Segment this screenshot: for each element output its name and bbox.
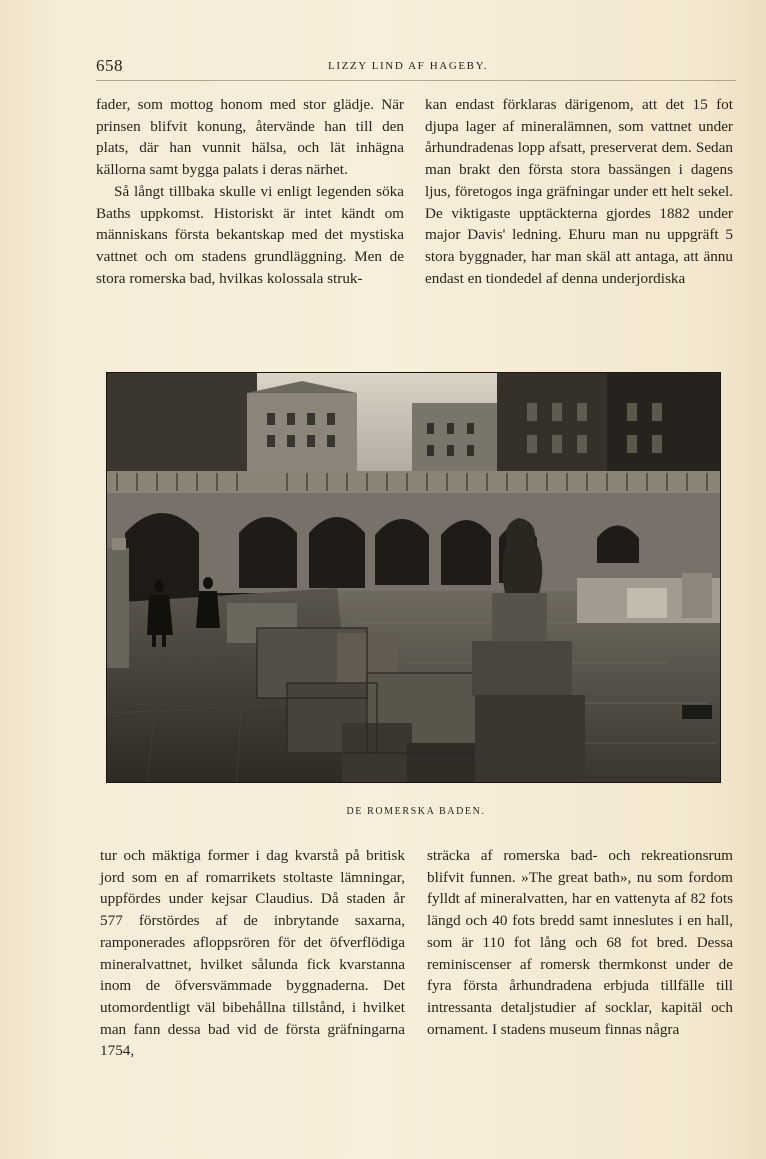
- column-bottom-left: [100, 845, 405, 1062]
- paragraph: Så långt tillbaka skulle vi enligt legenden söka Baths uppkomst. Historiskt är intet kändt om människans första bekantskap med det mystiska vattnet och om stadens grundläggning. Men de stora romerska bad, hvilkas kolossala struk-: [96, 182, 404, 287]
- column-bottom-right: [427, 845, 733, 1040]
- paragraph: fader, som mottog honom med stor glädje. När prinsen blifvit konung, återvände han till den plats, där han vunnit hälsa, och lät inhägna källorna samt bygga palats i deras närhet.: [96, 96, 404, 179]
- running-head: LIZZY LIND AF HAGEBY.: [328, 60, 489, 72]
- page-number: 658: [96, 56, 123, 75]
- column-top-left: [96, 94, 404, 289]
- page-header: [96, 56, 736, 80]
- paragraph: sträcka af romerska bad- och rekreationsrum blifvit funnen. »The great bath», nu som fordom fylldt af mineralvatten, har en vattenyta af 82 fots längd och 40 fots bredd samt inneslutes i en hall, som är 110 fot lång och 68 fot bred. Dessa reminiscenser af romersk thermkonst under de fyra första århundradena erbjuda tillfälle till intressanta detaljstudier af socklar, kapitäl och ornament. I stadens museum finnas några: [427, 847, 733, 1038]
- header-rule: [96, 80, 736, 81]
- paragraph: kan endast förklaras därigenom, att det 15 fot djupa lager af mineralämnen, som vattnet under århundradenas lopp afsatt, preserverat dem. Sedan man brakt den första stora bassängen i dagens ljus, företogos inga gräfningar under ett helt sekel. De viktigaste upptäckterna gjordes 1882 under major Davis' ledning. Ehuru man nu uppgräft 5 stora byggnader, har man skäl att antaga, att ännu endast en tiondedel af denna underjordiska: [425, 96, 733, 287]
- roman-baths-photo: [106, 372, 721, 783]
- paragraph: tur och mäktiga former i dag kvarstå på britisk jord som en af romarrikets stoltaste lämningar, uppfördes under kejsar Claudius. Då staden år 577 förstördes af de inbrytande saxarna, ramponerades afloppsrören för det öfverflödiga mineralvattnet, hvilket sålunda fick kvarstanna inom de öfversvämmade byggnaderna. Det utomordentligt väl bibehållna tillstånd, i hvilket man fann dessa bad vid de första gräfningarna 1754,: [100, 847, 405, 1060]
- figure-caption: DE ROMERSKA BADEN.: [346, 806, 486, 817]
- column-top-right: [425, 94, 733, 289]
